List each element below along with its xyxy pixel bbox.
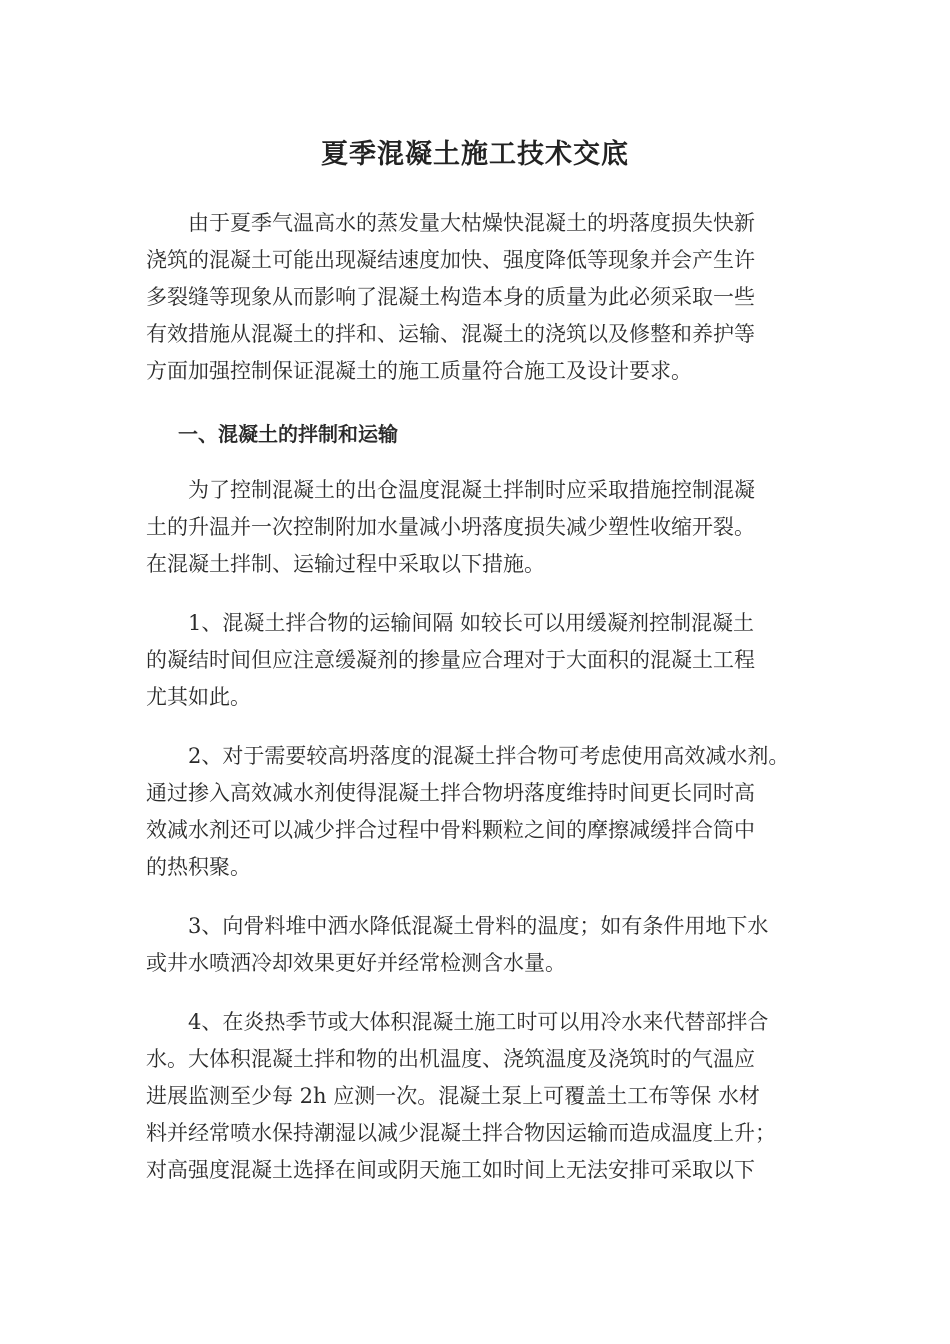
text-line: 尤其如此。 xyxy=(146,685,251,709)
text-line: 1、混凝土拌合物的运输间隔 如较长可以用缓凝剂控制混凝土 xyxy=(188,611,755,635)
measure-paragraph-2 xyxy=(146,738,826,886)
document-title: 夏季混凝土施工技术交底 xyxy=(321,139,629,170)
text-line: 对高强度混凝土选择在间或阴天施工如时间上无法安排可采取以下 xyxy=(146,1158,755,1182)
text-line: 或井水喷洒冷却效果更好并经常检测含水量。 xyxy=(146,951,566,975)
text-line: 浇筑的混凝土可能出现凝结速度加快、强度降低等现象并会产生许 xyxy=(146,248,755,272)
text-line: 为了控制混凝土的出仓温度混凝土拌制时应采取措施控制混凝 xyxy=(188,478,755,502)
text-line: 4、在炎热季节或大体积混凝土施工时可以用冷水来代替部拌合 xyxy=(188,1010,769,1034)
text-line: 土的升温并一次控制附加水量减小坍落度损失减少塑性收缩开裂。 xyxy=(146,515,755,539)
text-line: 有效措施从混凝土的拌和、运输、混凝土的浇筑以及修整和养护等 xyxy=(146,322,755,346)
intro-paragraph xyxy=(146,205,826,390)
text-line: 在混凝土拌制、运输过程中采取以下措施。 xyxy=(146,552,545,576)
text-line: 的热积聚。 xyxy=(146,855,251,879)
text-line: 效减水剂还可以减少拌合过程中骨料颗粒之间的摩擦减缓拌合筒中 xyxy=(146,818,755,842)
text-line: 多裂缝等现象从而影响了混凝土构造本身的质量为此必须采取一些 xyxy=(146,285,755,309)
section-heading: 一、混凝土的拌制和运输 xyxy=(178,422,398,446)
text-line: 3、向骨料堆中洒水降低混凝土骨料的温度；如有条件用地下水 xyxy=(188,914,769,938)
measure-paragraph-3 xyxy=(146,908,826,982)
text-line: 通过掺入高效减水剂使得混凝土拌合物坍落度维持时间更长同时高 xyxy=(146,781,755,805)
text-line: 的凝结时间但应注意缓凝剂的掺量应合理对于大面积的混凝土工程 xyxy=(146,648,755,672)
text-line: 进展监测至少每 2h 应测一次。混凝土泵上可覆盖土工布等保 水材 xyxy=(146,1084,760,1108)
section-paragraph xyxy=(146,472,826,583)
text-line: 由于夏季气温高水的蒸发量大枯燥快混凝土的坍落度损失快新 xyxy=(188,211,755,235)
measure-paragraph-4 xyxy=(146,1004,826,1189)
text-line: 2、对于需要较高坍落度的混凝土拌合物可考虑使用高效减水剂。 xyxy=(188,744,790,768)
text-line: 料并经常喷水保持潮湿以减少混凝土拌合物因运输而造成温度上升； xyxy=(146,1121,776,1145)
text-line: 方面加强控制保证混凝土的施工质量符合施工及设计要求。 xyxy=(146,359,692,383)
text-line: 水。大体积混凝土拌和物的出机温度、浇筑温度及浇筑时的气温应 xyxy=(146,1047,755,1071)
measure-paragraph-1 xyxy=(146,605,826,716)
